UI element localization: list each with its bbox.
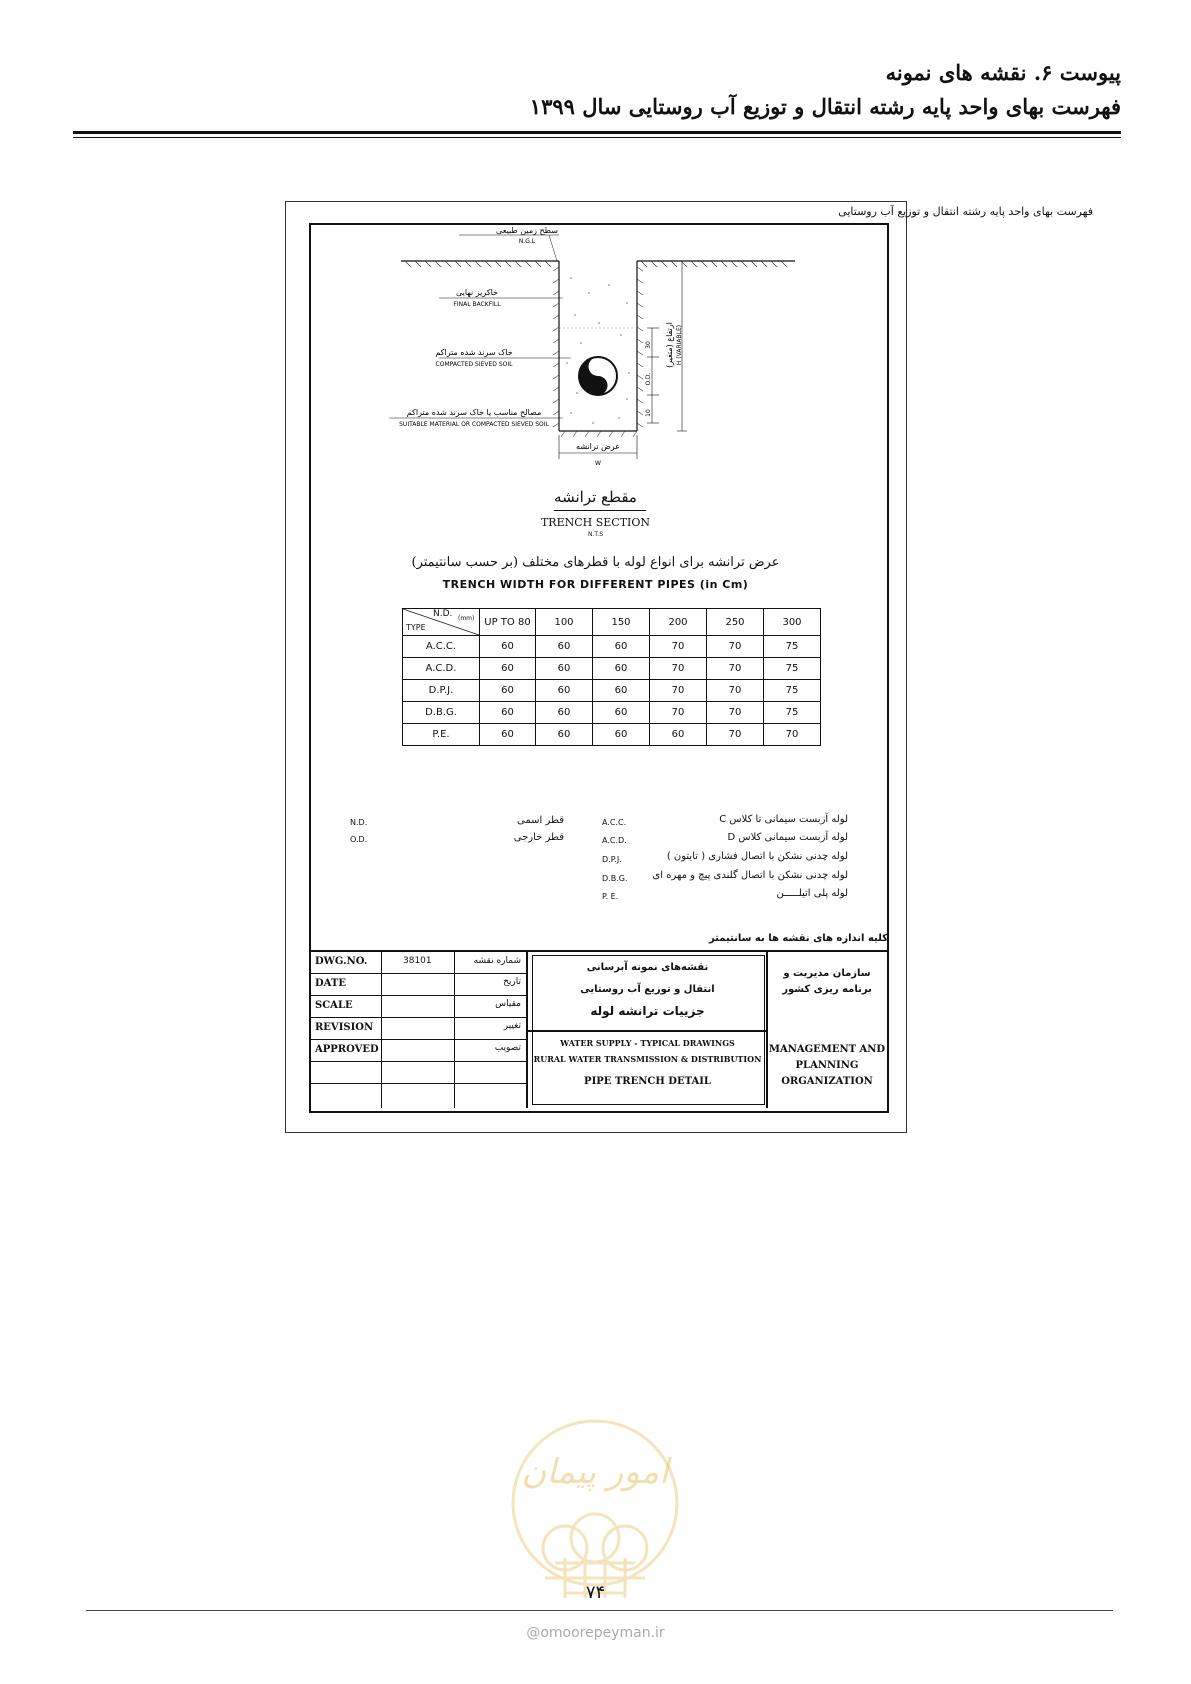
table-cell: 60 <box>593 702 650 724</box>
dim-height-fa: ارتفاع (متغیر) <box>665 322 674 368</box>
table-cell: 70 <box>764 724 821 746</box>
table-cell: 60 <box>536 724 593 746</box>
corner-mm: (mm) <box>458 615 475 622</box>
dim-height-en: H (VARIABLE) <box>676 324 683 366</box>
legend-abbr: N.D. <box>350 818 368 827</box>
row-type: A.C.D. <box>403 658 480 680</box>
label-trench-width-en: W <box>595 460 601 467</box>
dim-od: O.D. <box>645 372 652 386</box>
legend-desc: لوله چدنی نشکن با اتصال گلندی پیچ و مهره ای <box>652 870 848 881</box>
table-cell: 70 <box>707 724 764 746</box>
title-fa-line-2: انتقال و توزیع آب روستایی <box>580 984 715 995</box>
column-header: 200 <box>650 609 707 636</box>
table-title-en: TRENCH WIDTH FOR DIFFERENT PIPES (in Cm) <box>442 578 749 591</box>
table-cell: 60 <box>593 658 650 680</box>
section-caption-en: TRENCH SECTION <box>540 516 651 529</box>
table-cell: 60 <box>650 724 707 746</box>
legend-abbr: D.P.J. <box>602 855 622 864</box>
appendix-title: پیوست ۶. نقشه های نمونه <box>885 60 1121 85</box>
table-header-row <box>403 609 821 636</box>
table-cell: 60 <box>480 636 536 658</box>
table-cell: 60 <box>536 702 593 724</box>
corner-type: TYPE <box>406 623 426 632</box>
page-number: ۷۴ <box>585 1582 606 1603</box>
caption-underline <box>554 510 646 511</box>
table-cell: 75 <box>764 658 821 680</box>
field-revision-fa: تغییر <box>503 1021 521 1031</box>
row-type: D.B.G. <box>403 702 480 724</box>
field-approved-fa: تصویب <box>494 1043 521 1053</box>
row-type: A.C.C. <box>403 636 480 658</box>
title-block-row-line <box>309 1061 527 1062</box>
table-cell: 60 <box>593 636 650 658</box>
column-header: 100 <box>536 609 593 636</box>
table-cell: 60 <box>480 658 536 680</box>
table-cell: 60 <box>480 724 536 746</box>
title-en-line-2: RURAL WATER TRANSMISSION & DISTRIBUTION <box>533 1054 762 1064</box>
org-en-line-2: PLANNING <box>795 1060 859 1071</box>
column-header: 250 <box>707 609 764 636</box>
legend-abbr: P. E. <box>602 892 619 901</box>
org-fa-line-2: برنامه ریزی کشور <box>782 984 872 995</box>
legend-abbr: D.B.G. <box>602 874 628 883</box>
table-cell: 70 <box>650 658 707 680</box>
header-rule-thick <box>73 131 1121 134</box>
table-title-fa: عرض ترانشه برای انواع لوله با قطرهای مختلف (بر حسب سانتیمتر) <box>411 555 780 570</box>
table-cell: 70 <box>707 702 764 724</box>
website-watermark: @omoorepeyman.ir <box>526 1625 665 1641</box>
table-row <box>403 702 821 724</box>
footer-rule <box>86 1610 1113 1611</box>
dim-30: 30 <box>645 341 652 349</box>
field-revision-label: REVISION <box>315 1022 374 1033</box>
field-dwg-no-value: 38101 <box>403 956 432 966</box>
table-cell: 75 <box>764 680 821 702</box>
section-caption-nts: N.T.S <box>587 531 604 538</box>
table-row <box>403 658 821 680</box>
title-block-row-line <box>309 1083 527 1084</box>
table-cell: 70 <box>650 636 707 658</box>
label-compacted-soil-fa: خاک سرند شده متراکم <box>435 348 513 357</box>
document-title: فهرست بهای واحد پایه رشته انتقال و توزیع آب روستایی سال ۱۳۹۹ <box>529 94 1121 119</box>
title-block-row-line <box>309 1017 527 1018</box>
legend-desc: قطر خارجی <box>513 832 564 843</box>
table-cell: 60 <box>536 658 593 680</box>
table-cell: 70 <box>650 680 707 702</box>
legend-abbr: A.C.D. <box>602 836 627 845</box>
title-fa-line-3: جزییات ترانشه لوله <box>590 1004 705 1018</box>
table-cell: 60 <box>593 680 650 702</box>
table-cell: 60 <box>536 680 593 702</box>
legend-desc: لوله پلی اتیلـــــن <box>776 888 848 899</box>
table-cell: 70 <box>707 636 764 658</box>
label-suitable-material-fa: مصالح مناسب یا خاک سرند شده متراکم <box>406 408 542 417</box>
table-row <box>403 724 821 746</box>
trench-width-table <box>402 608 821 746</box>
table-row <box>403 680 821 702</box>
org-en-line-1: MANAGEMENT AND <box>768 1044 886 1055</box>
corner-nd: N.D. <box>433 609 453 619</box>
title-en-line-3: PIPE TRENCH DETAIL <box>584 1076 711 1087</box>
legend-abbr: A.C.C. <box>602 818 627 827</box>
table-cell: 60 <box>480 702 536 724</box>
label-ngl-fa: سطح زمین طبیعی <box>496 226 558 235</box>
label-ngl-en: N.G.L <box>518 238 536 245</box>
title-block-divider <box>454 951 455 1108</box>
label-final-backfill-fa: خاکریز نهایی <box>455 288 499 297</box>
title-block-row-line <box>309 1039 527 1040</box>
legend-desc: لوله آزبست سیمانی کلاس D <box>727 832 848 843</box>
label-final-backfill-en: FINAL BACKFILL <box>453 301 501 308</box>
title-block-divider <box>381 951 382 1108</box>
row-type: P.E. <box>403 724 480 746</box>
legend-desc: لوله چدنی نشکن با اتصال فشاری ( تایتون ) <box>666 851 848 862</box>
field-date-fa: تاریخ <box>503 977 521 987</box>
trench-section-drawing <box>309 223 885 473</box>
title-block-top-line <box>309 950 887 952</box>
org-fa-line-1: سازمان مدیریت و <box>783 968 871 979</box>
label-suitable-material-en: SUITABLE MATERIAL OR COMPACTED SIEVED SOIL <box>399 421 549 428</box>
table-cell: 60 <box>536 636 593 658</box>
sheet-top-title: فهرست بهای واحد پایه رشته انتقال و توزیع آب روستایی <box>838 205 1093 218</box>
table-cell: 70 <box>707 658 764 680</box>
field-dwg-no-fa: شماره نقشه <box>473 956 521 966</box>
table-cell: 75 <box>764 702 821 724</box>
field-date-label: DATE <box>315 978 346 989</box>
legend-desc: قطر اسمی <box>517 815 564 826</box>
field-dwg-no-label: DWG.NO. <box>315 956 368 967</box>
field-scale-label: SCALE <box>315 1000 353 1011</box>
dimensions-note: کلیه اندازه های نقشه ها به سانتیمتر <box>708 933 888 944</box>
table-corner-cell <box>403 609 480 636</box>
watermark-logo <box>505 1408 685 1608</box>
title-en-line-1: WATER SUPPLY - TYPICAL DRAWINGS <box>560 1038 735 1048</box>
legend-desc: لوله آزبست سیمانی تا کلاس C <box>719 814 848 825</box>
column-header: UP TO 80 <box>480 609 536 636</box>
header-rule-thin <box>73 137 1121 138</box>
table-cell: 70 <box>707 680 764 702</box>
dim-10: 10 <box>645 409 652 417</box>
title-fa-line-1: نقشه‌های نمونه آبرسانی <box>586 962 709 973</box>
row-type: D.P.J. <box>403 680 480 702</box>
title-block-row-line <box>309 995 527 996</box>
table-cell: 70 <box>650 702 707 724</box>
legend-abbr: O.D. <box>350 835 368 844</box>
label-compacted-soil-en: COMPACTED SIEVED SOIL <box>435 361 513 368</box>
org-en-line-3: ORGANIZATION <box>781 1076 873 1087</box>
table-row <box>403 636 821 658</box>
field-approved-label: APPROVED <box>315 1044 379 1055</box>
column-header: 150 <box>593 609 650 636</box>
label-trench-width-fa: عرض ترانشه <box>576 442 620 451</box>
watermark-text: امور پیمان <box>521 1452 669 1492</box>
table-cell: 60 <box>593 724 650 746</box>
table-cell: 60 <box>480 680 536 702</box>
column-header: 300 <box>764 609 821 636</box>
table-cell: 75 <box>764 636 821 658</box>
title-block-row-line <box>309 973 527 974</box>
section-caption-fa: مقطع ترانشه <box>554 488 637 506</box>
field-scale-fa: مقیاس <box>495 999 521 1009</box>
